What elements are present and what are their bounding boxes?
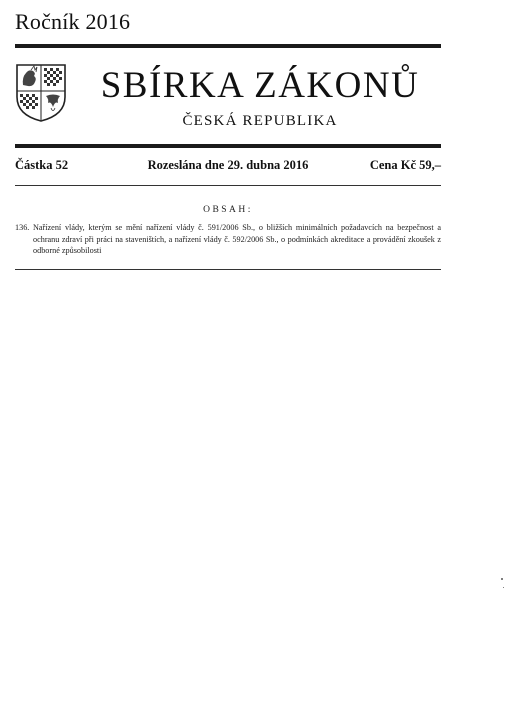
state-coat-of-arms-icon [15,63,67,123]
publication-country: ČESKÁ REPUBLIKA [182,113,338,129]
scan-speck [503,587,504,588]
contents-divider [15,269,441,270]
volume-label: Ročník 2016 [15,9,131,34]
top-divider [15,44,441,48]
contents-entry [15,222,441,257]
contents-heading: OBSAH: [203,205,253,215]
publication-title: SBÍRKA ZÁKONŮ [100,65,420,106]
masthead-divider [15,144,441,148]
issue-info-row [15,158,441,176]
issue-distribution-date: Rozeslána dne 29. dubna 2016 [147,158,309,172]
scan-speck [501,578,503,580]
contents-entry-number: 136. [15,223,30,232]
issue-part: Částka 52 [15,158,69,172]
contents-entry-text: Nařízení vlády, kterým se mění nařízení vlády č. 591/2006 Sb., o bližších minimálních požadavcích na bezpečnost a ochranu zdraví při práci na staveništích, a nařízení vlády č. 592/2006 Sb., o podmínkách akreditace a provádění zkoušek z odborné způsobilosti [33,223,441,256]
issue-price: Cena Kč 59,– [369,158,441,172]
issue-divider [15,185,441,186]
